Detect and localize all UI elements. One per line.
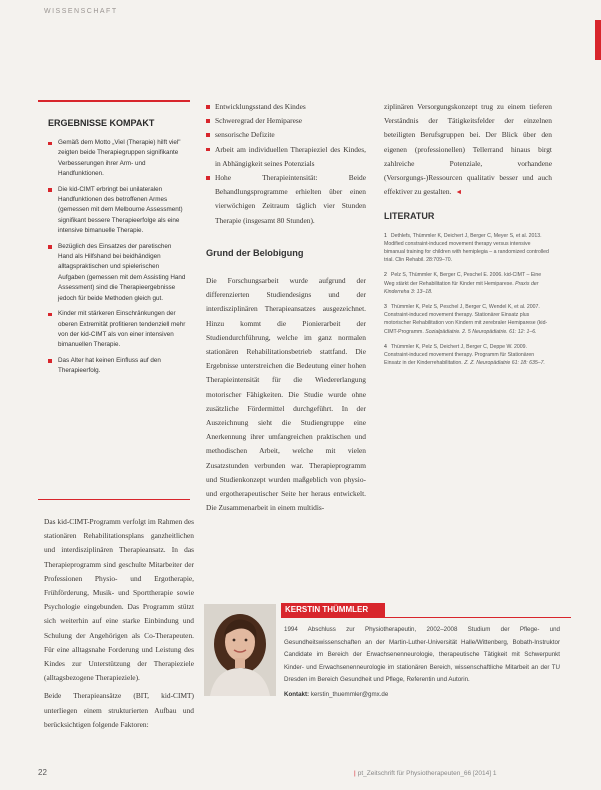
summary-box-title: ERGEBNISSE KOMPAKT <box>48 118 155 128</box>
column-2-text <box>206 100 366 519</box>
footer-divider: | <box>354 770 356 777</box>
summary-list <box>38 138 190 377</box>
results-summary-box <box>38 100 190 500</box>
page-edge-marker <box>595 20 601 60</box>
section-heading: Grund der Belobigung <box>206 247 304 258</box>
body-paragraph: Das kid-CIMT-Programm verfolgt im Rahmen des stationären Rehabilitationsplans ganzheitlichen und interdisziplinären Therapieansatz. In das Therapieprogramm sind geschulte Mitarbeiter der Professionen Physio- und Ergotherapie, Frühförderung, Musik- und Sporttherapie sowie Psychologie eingebunden. Das Programm stützt sich weiterhin auf eine starke Einbindung und Schulung der Angehörigen als Co-Therapeuten. Für eine alltagsnahe Forderung und Leistung des Kindes zur Unterstützung der Therapieziele (alltagsbezogene Therapieziele). <box>44 517 194 683</box>
summary-item: Bezüglich des Einsatzes der paretischen Hand als Hilfshand bei beidhändigen alltagspraktischen und spielerischen Aufgaben (gemessen mit dem Assisting Hand Assessment) sind die Therapieergebnisse jedoch für beide Methoden gleich gut. <box>48 242 186 304</box>
article-end-icon: ◄ <box>455 188 463 197</box>
reference-item: 4 Thümmler K, Pelz S, Deichert J, Berger C, Deppe W. 2009. Constraint-induced movement therapy. Programm für Stationären Einsatz in der Kinderrehabilitation. Z. Z. Neuropädiatrie 61: 18: 635–7. <box>384 343 545 367</box>
author-bio <box>284 624 560 702</box>
factor-list <box>206 100 366 228</box>
factor-item: Schweregrad der Hemiparese <box>206 114 366 128</box>
literature-heading: LITERATUR <box>384 211 435 222</box>
author-name-bar: KERSTIN THÜMMLER <box>281 603 385 617</box>
factor-item: Hohe Therapieintensität: Beide Behandlungsprogramme erhielten über einen vierwöchigen Zeitraum täglich vier Stunden Therapie (insgesamt 80 Stunden). <box>206 171 366 228</box>
body-paragraph: ziplinären Versorgungskonzept trug zu einem tieferen Verständnis der Tätigkeitsfelder der einzelnen beteiligten Berufsgruppen bei. Der Blick über den eigenen (professionellen) Tellerrand hinaus birgt zahlreiche Potenziale, vorhandene (Versorgungs-)Ressourcen qualitativ besser und auch effektiver zu gestalten. ◄ <box>384 102 552 197</box>
column-3-text <box>384 100 552 374</box>
page-number: 22 <box>38 768 47 777</box>
summary-item: Gemäß dem Motto „Viel (Therapie) hilft viel" zeigten beide Therapiegruppen signifikante Verbesserungen ihrer Arm- und Handfunktionen. <box>48 138 186 180</box>
publication-footer: | pt_Zeitschrift für Physiotherapeuten_66 [2014] 1 <box>354 770 497 777</box>
author-bio-text: 1994 Abschluss zur Physiotherapeutin, 2002–2008 Studium der Pflege- und Gesundheitswissenschaften an der Martin-Luther-Universität Halle/Wittenberg, Bobath-Instruktor Candidate im Bereich der Erwachsenenneurologie, therapeutische Tätigkeit mit Schwerpunkt Kinder- und Erwachsenenneurologie im stationären Bereich, wissenschaftliche Mitarbeit an der TU Dresden im Bereich Gesundheit und Pflege, Referentin und Autorin. <box>284 626 560 684</box>
reference-list <box>384 232 552 368</box>
author-email: kerstin_thuemmler@gmx.de <box>310 690 389 698</box>
summary-item: Das Alter hat keinen Einfluss auf den Therapieerfolg. <box>48 356 186 377</box>
body-paragraph: Die Forschungsarbeit wurde aufgrund der differenzierten Studiendesigns und der interdisziplinären Therapieansatzes ausgezeichnet. Hinzu kommt die Pionierarbeit der Studiendurchführung, welche im ganz normalen stationären Rehabilitationsbetrieb stattfand. Die Ergebnisse unterstreichen die Bedeutung einer hohen Therapieintensität für die Wiedererlangung motorischer Fähigkeiten. Die Studie wurde ohne zusätzliche Fördermittel durchgeführt. In der Auszeichnung sieht die Studiengruppe eine Anerkennung ihrer umfangreichen praktischen und methodischen Arbeit, welche mit vielen Zusatzstunden verbunden war. Therapieprogramm und Studienkonzept wurden maßgeblich von physio- und ergotherapeutischer Seite her heraus entwickelt. Die Zusammenarbeit in einem multidis- <box>206 276 366 513</box>
reference-item: 1 Dethlefs, Thümmler K, Deichert J, Berger C, Meyer S, et al. 2013. Modified constraint-induced movement therapy versus intensive bimanual training for children with hemiplegia – a randomized controlled trial. Clin Rehabil. 28:709–70. <box>384 232 549 264</box>
summary-item: Kinder mit stärkeren Einschränkungen der oberen Extremität profitieren tendenziell mehr von der kid-CIMT als von einer intensiven bimanuellen Therapie. <box>48 309 186 351</box>
summary-item: Die kid-CIMT erbringt bei unilateralen Handfunktionen des betroffenen Armes (gemessen mit dem Melbourne Assessment) signifikant bessere Therapieerfolge als eine intensive bimanuelle Therapie. <box>48 185 186 237</box>
author-photo <box>204 604 276 696</box>
factor-item: Arbeit am individuellen Therapieziel des Kindes, in Abhängigkeit seines Potenzials <box>206 143 366 171</box>
author-contact: Kontakt: kerstin_thuemmler@gmx.de <box>284 690 389 698</box>
factor-item: sensorische Defizite <box>206 128 366 142</box>
reference-item: 2 Pelz S, Thümmler K, Berger C, Peschel E. 2006. kid-CIMT – Eine Weg stärkt der Rehabilitation für Kinder mit Hemiparese. Praxis der Kinderreha 3: 13–18. <box>384 272 542 295</box>
factor-item: Entwicklungsstand des Kindes <box>206 100 366 114</box>
body-paragraph: Beide Therapieansätze (BIT, kid-CIMT) unterliegen einem strukturierten Aufbau und berücksichtigen folgende Faktoren: <box>44 691 194 729</box>
column-1-text <box>44 515 194 736</box>
author-divider <box>281 617 571 618</box>
section-header: WISSENSCHAFT <box>44 8 118 15</box>
reference-item: 3 Thümmler K, Pelz S, Peschel J, Berger C, Wendel K, et al. 2007. Constraint-induced movement therapy. Stationärer Einsatz plus motorischer Rehabilitation von Kindern mit zerebraler Hemiparese (kid-CIMT-Programm. Sozialpädiatrie. 2. 5 Neuropädiatrie. 61: 12: 1–6. <box>384 304 548 335</box>
